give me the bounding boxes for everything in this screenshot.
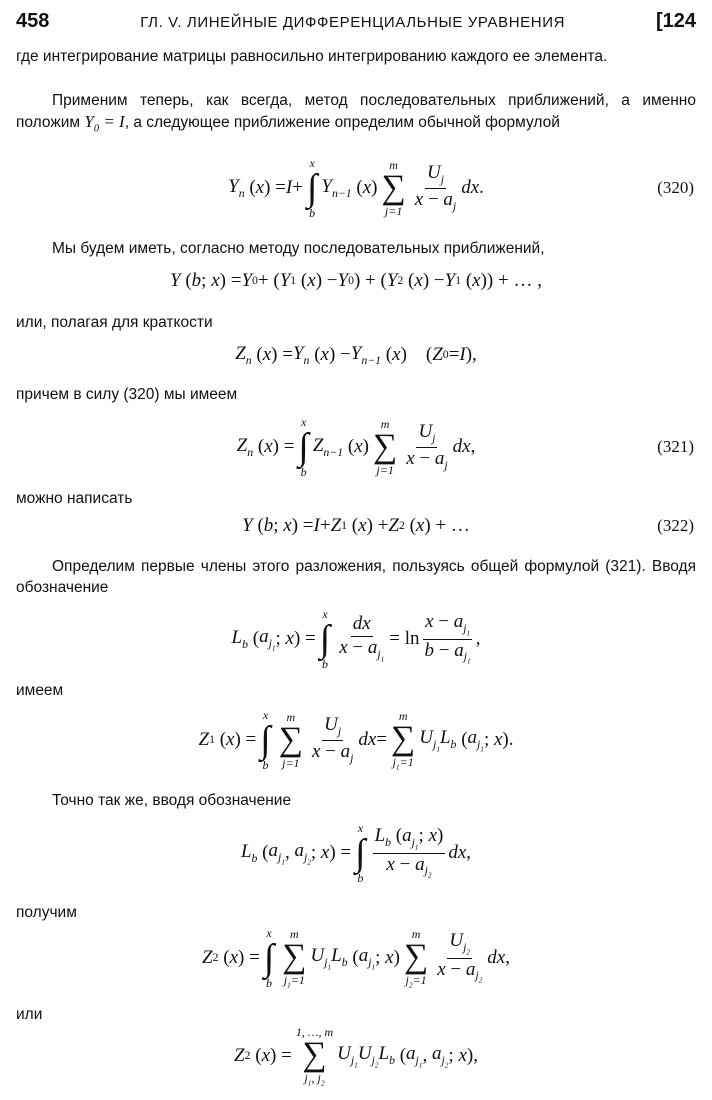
page-header: [16, 10, 696, 38]
section-number: [124: [655, 10, 696, 32]
equation-321: $Z_n$ ( x ) = x ∫ b $Z_{n-1}$ ( x ) m ∑ j=1 $\frac{U_j}{x - a_j}$ dx , (321): [236, 415, 694, 479]
running-head: ГЛ. V. ЛИНЕЙНЫЕ ДИФФЕРЕНЦИАЛЬНЫЕ УРАВНЕНИЯ: [140, 14, 566, 31]
paragraph-successive-approx: [16, 90, 696, 139]
sum-symbol: m ∑ j=1: [381, 158, 406, 218]
equation-z2: Z 2 ( x ) = x ∫ b m ∑ $j_1=1$ $U_{j_1}L_b$ ( $a_{j_1}$ ; x ) m ∑ $j_2=1$ $\frac{U_{j_2}}{x - a_{j_2}}$ dx ,: [202, 926, 510, 990]
page-number: 458: [16, 10, 50, 32]
paragraph-first-terms: Определим первые члены этого разложения, пользуясь общей формулой (321). Вводя обозначение: [16, 558, 696, 596]
equation-lb-first: $L_b$ ( $a_{j_1}$ ; x ) = x ∫ b $\frac{dx}{x - a_{j_1}}$ = ln $\frac{x - a_{j_1}}{b - a_{j_1}}$ ,: [231, 607, 481, 671]
equation-z1: Z 1 ( x ) = x ∫ b m ∑ j=1 $\frac{U_j}{x - a_j}$ dx = m ∑ $j_1=1$ $U_{j_1}L_b$ ( $a_{j_1}$ ; x ).: [198, 708, 514, 772]
equation-320: $Y_n$ ( x ) = I + x ∫ b $Y_{n-1}$ ( x ) m ∑ j=1 $\frac{U_j}{x - a_j}$ dx . (320): [228, 156, 694, 220]
equation-number-321: (321): [657, 437, 694, 456]
inline-formula-y0: $Y_0 = I$: [84, 112, 125, 135]
paragraph-likewise: Точно так же, вводя обозначение: [52, 792, 292, 809]
paragraph-have: имеем: [16, 682, 64, 699]
equation-322: Y ( b ; x ) = I + Z 1 ( x ) + Z 2 ( x ) + … (322): [242, 515, 694, 536]
equation-number-320: (320): [657, 178, 694, 197]
paragraph-matrix-integration: где интегрирование матрицы равносильно интегрированию каждого ее элемента.: [16, 48, 608, 65]
integral-symbol: x ∫ b: [306, 156, 318, 220]
equation-z2-double-sum: Z 2 ( x ) = 1, …, m ∑ $j_1$, $j_2$ $U_{j_1}U_{j_2}L_b$ ( $a_{j_1}$ , $a_{j_2}$ ; x ),: [234, 1024, 478, 1087]
paragraph-text-b: , а следующее приближение определим обычной формулой: [124, 114, 560, 131]
equation-series: Y ( b ; x ) = Y 0 + ( Y 1 ( x ) − Y 0 ) + ( Y 2 ( x ) − Y 1 ( x )) + … ,: [170, 270, 542, 291]
paragraph-text-a: Применим теперь, как всегда, метод последовательных приближений, а именно положим: [16, 92, 696, 131]
equation-number-322: (322): [657, 516, 694, 535]
paragraph-can-write: можно написать: [16, 490, 133, 507]
paragraph-obtain: получим: [16, 904, 77, 921]
paragraph-for-brevity: или, полагая для краткости: [16, 314, 213, 331]
paragraph-by-virtue: причем в силу (320) мы имеем: [16, 386, 238, 403]
equation-zn-definition: $Z_n$ ( x ) = $Y_n$ ( x ) − $Y_{n-1}$ ( x ) ( Z 0 = I ),: [235, 342, 477, 367]
paragraph-or: или: [16, 1006, 43, 1023]
equation-lb-second: $L_b$ ( $a_{j_1}$ , $a_{j_2}$ ; x ) = x ∫ b $\frac{L_b (a_{j_1}; x)}{x - a_{j_2}}$ dx ,: [240, 821, 472, 885]
paragraph-we-have: Мы будем иметь, согласно методу последовательных приближений,: [52, 240, 545, 257]
